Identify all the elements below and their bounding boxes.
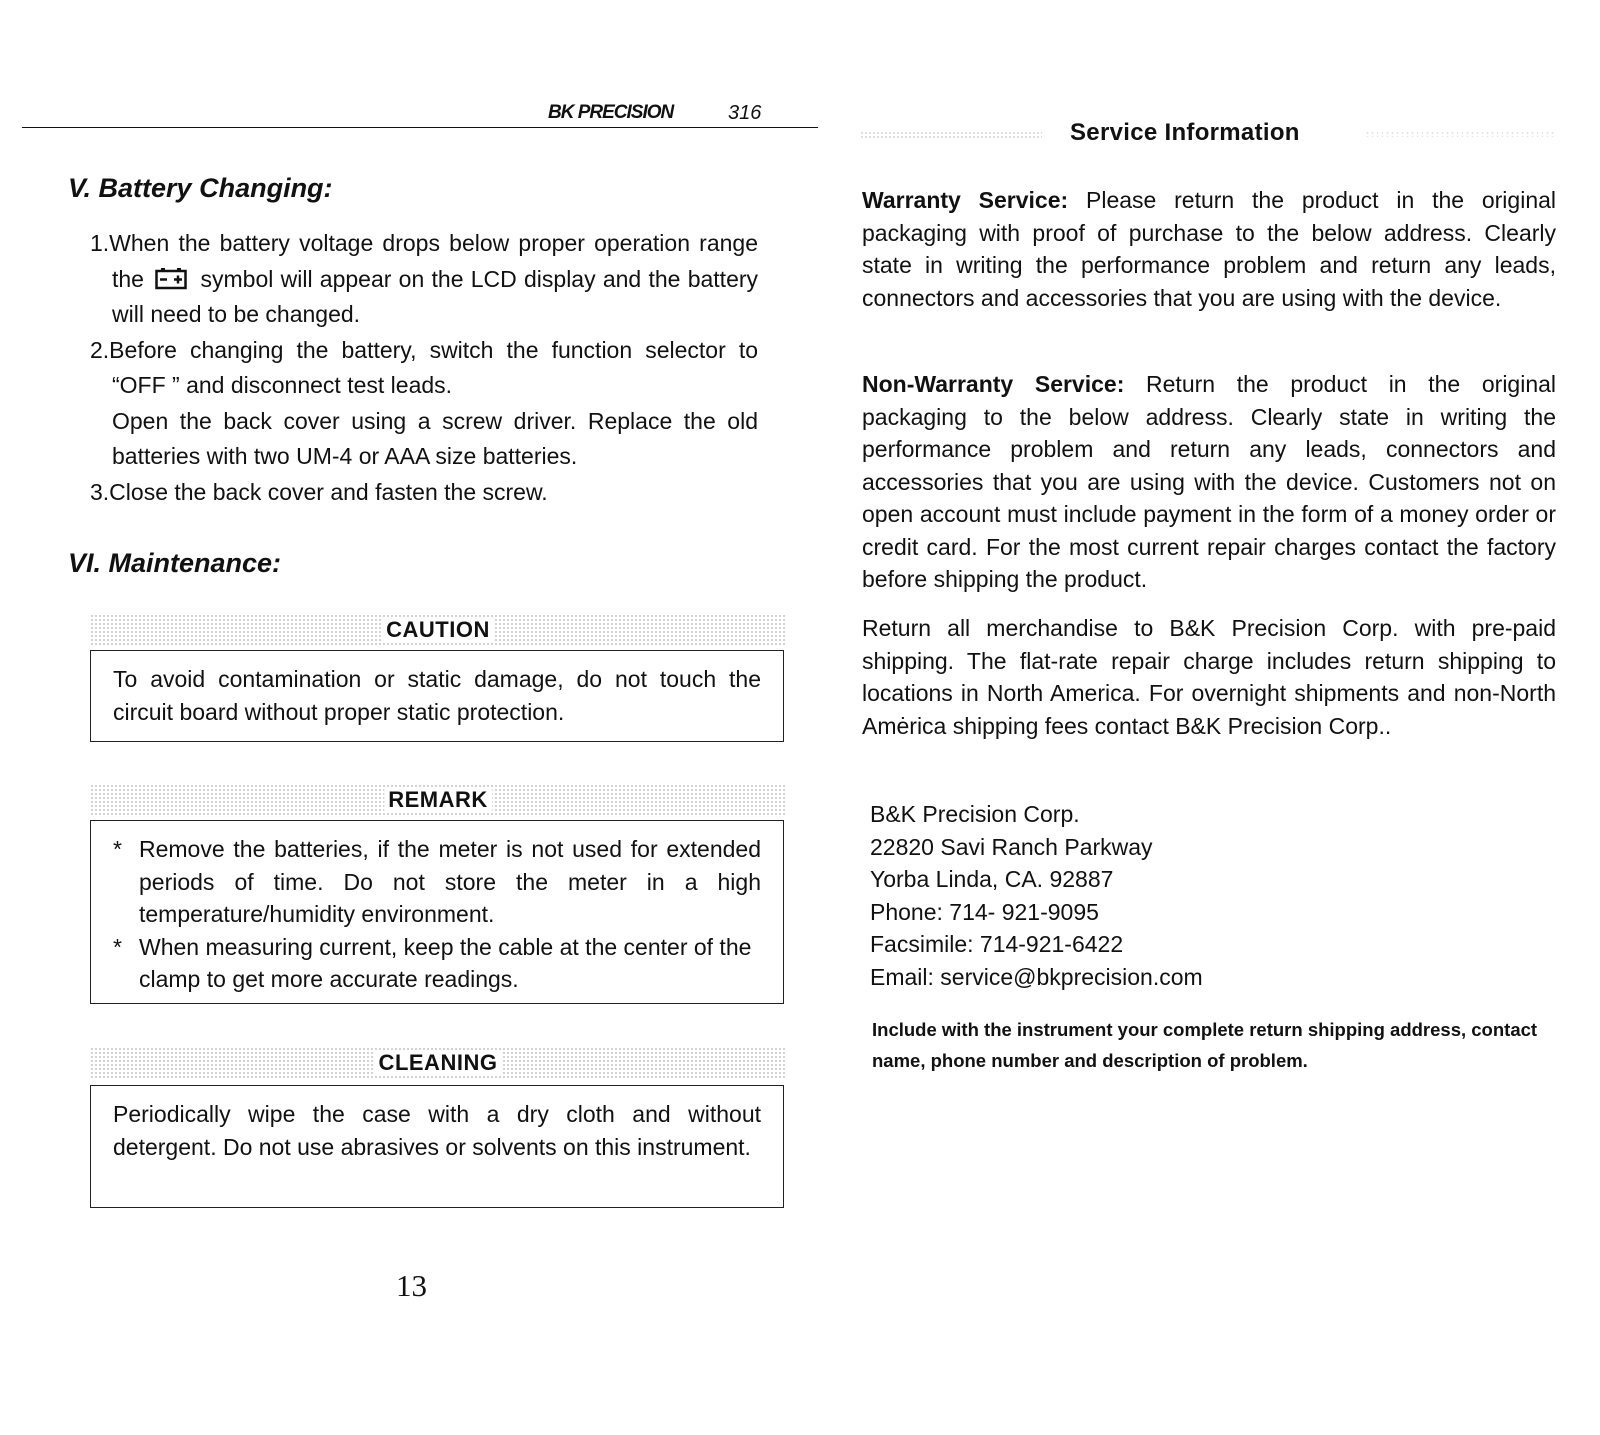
cleaning-band: [90, 1047, 786, 1079]
warranty-label: Warranty Service:: [862, 187, 1069, 213]
battery-low-icon: [155, 268, 189, 290]
cleaning-label: CLEANING: [375, 1050, 502, 1076]
battery-step-1-text-a: 1.When the battery voltage drops below proper operation range the: [90, 230, 758, 292]
include-note: Include with the instrument your complete return shipping address, contact name, phone number and description of problem.: [872, 1019, 1538, 1071]
nonwarranty-paragraph: [862, 368, 1556, 596]
title-speckle-right: [1365, 131, 1555, 137]
maintenance-section-title: VI. Maintenance:: [68, 548, 282, 578]
remark-label: REMARK: [384, 787, 492, 813]
company-name: B&K Precision Corp.: [870, 801, 1080, 827]
caution-label: CAUTION: [382, 617, 494, 643]
battery-step-1-text-b: symbol will appear on the LCD display and the battery will need to be changed.: [112, 265, 759, 327]
fax-number: Facsimile: 714-921-6422: [870, 931, 1124, 957]
remark-item: * Remove the batteries, if the meter is not used for extended periods of time. Do not store the meter in a high temperature/humidity environment.: [113, 836, 761, 927]
city-address: Yorba Linda, CA. 92887: [870, 866, 1114, 892]
caution-box: To avoid contamination or static damage, do not touch the circuit board without proper static protection.: [90, 650, 784, 742]
remark-band: [90, 784, 786, 816]
brand-logo: BK PRECISION: [548, 102, 674, 123]
street-address: 22820 Savi Ranch Parkway: [870, 833, 1153, 860]
battery-section-title: V. Battery Changing:: [68, 173, 333, 203]
warranty-text: Please return the product in the original packaging with proof of purchase to the below address. Clearly state in writing the performance problem and return any leads, connectors and accessories that you are using with the device.: [862, 187, 1557, 311]
battery-step-2: 2.Before changing the battery, switch the function selector to “OFF ” and disconnect test leads.: [90, 336, 758, 398]
cleaning-box: Periodically wipe the case with a dry cloth and without detergent. Do not use abrasives or solvents on this instrument.: [90, 1085, 784, 1208]
battery-step-1: [90, 226, 758, 333]
service-info-title: Service Information: [1070, 119, 1300, 146]
title-speckle-left: [860, 131, 1042, 139]
warranty-paragraph: [862, 184, 1556, 314]
caution-band: [90, 614, 786, 646]
page-number: 13: [396, 1268, 427, 1303]
remark-box: [90, 820, 784, 1004]
battery-step-2-continued: Open the back cover using a screw driver. Replace the old batteries with two UM-4 or AAA size batteries.: [112, 407, 758, 469]
email-address: Email: service@bkprecision.com: [870, 963, 1203, 990]
model-number: 316: [728, 102, 762, 124]
battery-step-3: 3.Close the back cover and fasten the screw.: [90, 478, 548, 505]
return-paragraph: Return all merchandise to B&K Precision Corp. with pre-paid shipping. The flat-rate repair charge includes return shipping to locations in North America. For overnight shipments and non-North Amėrica shipping fees contact B&K Precision Corp..: [862, 615, 1556, 739]
remark-item: * When measuring current, keep the cable at the center of the clamp to get more accurate readings.: [113, 933, 752, 992]
battery-steps: [90, 226, 758, 510]
header-rule: [22, 127, 818, 128]
address-block: [870, 798, 1564, 993]
phone-number: Phone: 714- 921-9095: [870, 898, 1099, 925]
nonwarranty-text: Return the product in the original packaging to the below address. Clearly state in writing the performance problem and return any leads, connectors and accessories that you are using with the device. Customers not on open account must include payment in the form of a money order or credit card. For the most current repair charges contact the factory before shipping the product.: [862, 371, 1557, 592]
nonwarranty-label: Non-Warranty Service:: [862, 371, 1125, 397]
